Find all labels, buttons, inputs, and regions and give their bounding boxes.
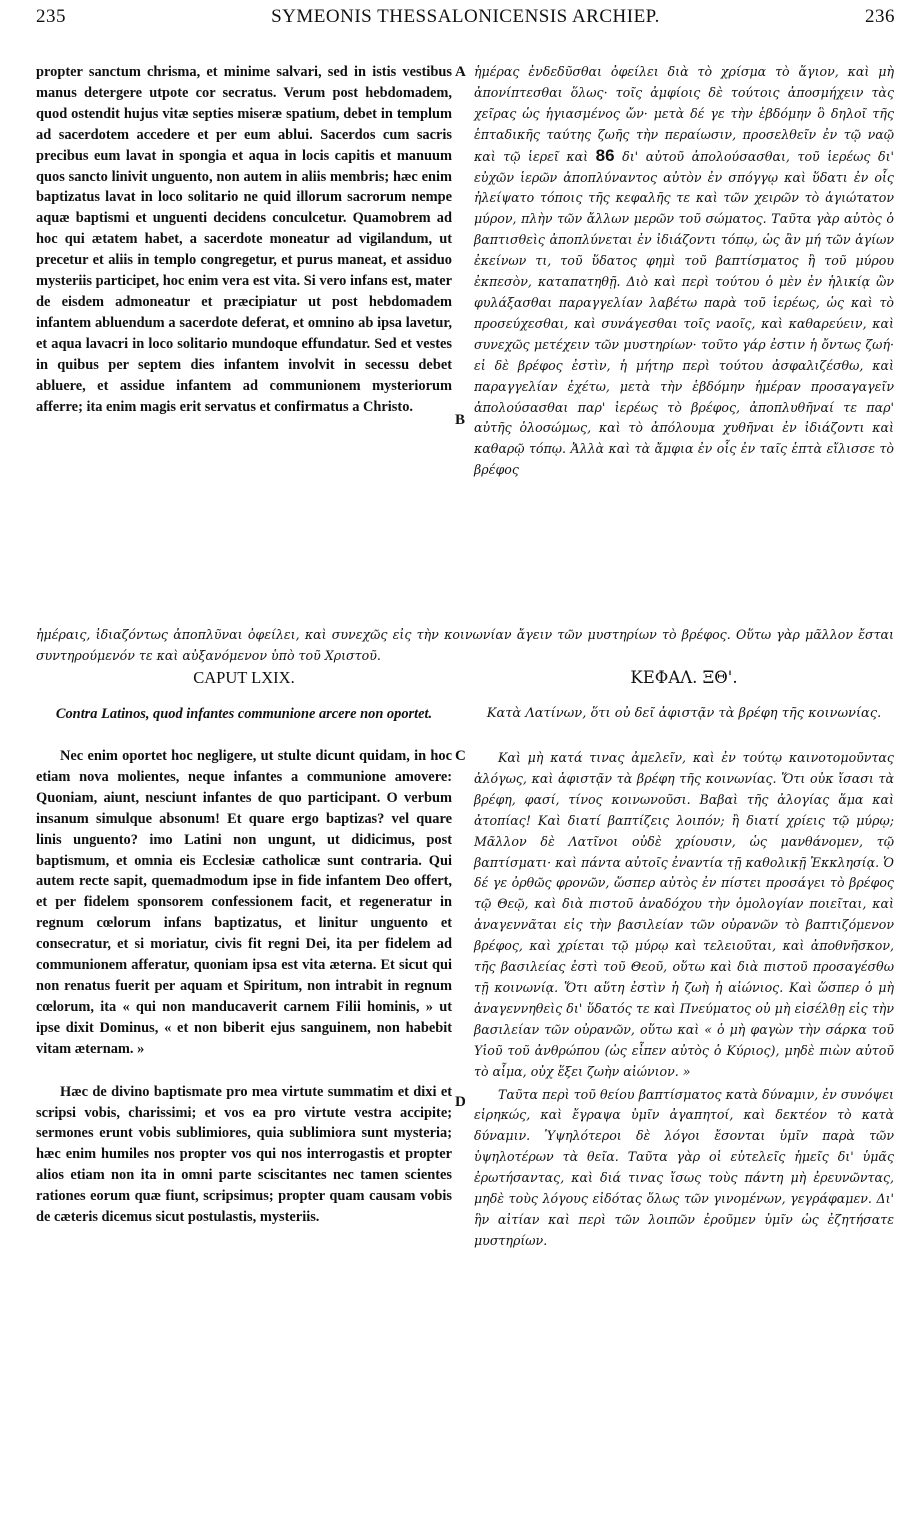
greek-fullwidth-lines: [36, 625, 894, 667]
latin-body-paragraph-2: Hæc de divino baptismate pro mea virtute summatim et dixi et scripsi vobis, charissimi; et vos ea pro virtute vestra accipite; sermones erunt vobis sublimiores, quia sublimiora sunt mysteria; hæc enim humiles nos propter vos qui nos interrogastis et propter alios etiam non ita in omni parte sciscitantes nec tamen scientes rationes eorum quæ fiunt, scripsimus; propter quam causam vobis de cæteris dicemus sicut postulastis, mysteriis.: [36, 1083, 452, 1226]
greek-text-before-badge: ἡμέρας ἐνδεδῦσθαι ὀφείλει διὰ τὸ χρίσμα τὸ ἅγιον, καὶ μὴ ἀπονίπτεσθαι ὅλως· τοῖς ἀμφίοις δὲ τούτοις ἀποσμήχειν τὰς χεῖρας ὡς ἡγιασμένος ὤν· μετὰ δέ γε τὴν ἑβδόμην ὃ δηλοῖ τῆς ἑπταδικῆς ταύτης ζωῆς τὴν περαίωσιν, προσελθεῖν ἐν τῷ ναῷ καὶ τῷ ἱερεῖ καὶ: [474, 64, 894, 164]
margin-letter-b: B: [455, 412, 466, 428]
greek-text-after-badge: δι' αὐτοῦ ἀπολούσασθαι, τοῦ ἱερέως δι' εὐχῶν ἱερῶν ἀποπλύναντος αὐτὸν ἐν σπόγγῳ καὶ ὕδατι ἐν οἷς ἠλείψατο τόποις τῆς κεφαλῆς τε καὶ τῶν χειρῶν τὸ ἁγιώτατον μύρον, πλὴν τῶν ἄλλων μερῶν τοῦ σώματος. Ταῦτα γὰρ αὐτὸς ὁ βαπτισθεὶς ἀποπλύνεται ἐν ἰδιάζοντι τόπῳ, ὡς ἂν μή τῶν ἁγίων ἐκείνων τι, τοῦ ὕδατος φημὶ τοῦ βαπτίσματος ἢ τοῦ μύρου ἐκπεσὸν, καταπατηθῇ. Διὸ καὶ περὶ τούτου ὁ μὲν ἐν ἡλικίᾳ ὢν φυλάξασθαι παραγγελίαν λαβέτω παρὰ τοῦ ἱερέως, ὡς καὶ τὸ προσεύχεσθαι, καὶ συνάγεσθαι τοῖς ναοῖς, καὶ καθαρεύειν, καὶ συνεχῶς μετέχειν τῶν μυστηρίων· τοῦτο γάρ ἐστιν ἡ ὄντως ζωή· εἰ δὲ βρέφος ἐστὶν, ἡ μήτηρ περὶ τούτου ἀσφαλιζέσθω, καὶ παραγγελίαν ἐχέτω, μετὰ τὴν ἑβδόμην ἡμέραν προσαγαγεῖν ἀπολούσασθαι παρ' ἱερέως τὸ βρέφος, ἀποπλυθῆναί τε παρ' αὐτῆς ὁλοσώμως, καὶ τὸ ἀπόλουμα χυθῆναι ἐν ἰδιάζοντι καὶ καθαρῷ τόπῳ. Ἀλλὰ καὶ τὰ ἄμφια ἐν οἷς ἐν ταῖς ἑπτὰ εἴλισσε τὸ βρέφος: [474, 148, 894, 478]
running-title: SYMEONIS THESSALONICENSIS ARCHIEP.: [271, 6, 660, 27]
running-header: [36, 6, 895, 36]
caput-subtitle-latin: Contra Latinos, quod infantes communione arcere non oportet.: [55, 706, 433, 722]
latin-column-top: [36, 62, 452, 417]
caput-heading-latin: CAPUT LXIX.: [193, 668, 295, 687]
greek-body-paragraph-2: Ταῦτα περὶ τοῦ θείου βαπτίσματος κατὰ δύναμιν, ἐν συνόψει εἰρηκώς, καὶ ἔγραψα ὑμῖν ἀγαπητοί, καὶ δεκτέον τὸ κατὰ δύναμιν. Ὑψηλότεροι δὲ λόγοι ἔσονται ὑμῖν παρὰ τῶν ὑψηλοτέρων τὰ θεῖα. Ταῦτα γὰρ οἱ εὐτελεῖς ἡμεῖς δι' ὑμᾶς ἐρωτήσαντας, καὶ διά τινας ἴσως τοὺς πάντη μὴ ἐρευνῶντας, μηδὲ τοὺς λόγους εἰδότας ὅλως τῶν γινομένων, γεγράφαμεν. Δι' ἣν αἰτίαν καὶ περὶ τῶν λοιπῶν ἐροῦμεν ὑμῖν ὡς ἐζητήσατε μυστηρίων.: [474, 1086, 894, 1248]
caput-subtitle-greek: Κατὰ Λατίνων, ὅτι οὐ δεῖ ἀφιστᾷν τὰ βρέφη τῆς κοινωνίας.: [486, 706, 882, 721]
greek-column-body: [474, 748, 894, 1252]
latin-paragraph-top: propter sanctum chrisma, et minime salvari, sed in istis vestibus manus detergere utpote cor secratus. Verum post hebdomadem, quod ostendit hujus vitæ septies miseræ spatium, debet in templum ad sacerdotem accedere et per eum ablui. Sacerdos cum sacris precibus eum lavat in spongia et aqua in locis capitis et manuum quos sancto linivit unguento, non autem in aliis membris; hæc enim baptizatus lavat in loco solitario ne quid illorum sacrorum nempe aquæ baptismi et unguenti decidens conculcetur. Quamobrem ad hoc qui ætatem habet, a sacerdote moneatur ad vigilandum, ut precetur et aliis in templo congregetur, et purus maneat, et assiduo mysteriis participet, hoc enim vera est vita. Si vero infans est, mater de eisdem admoneatur et præcipiatur ut post hebdomadem infantem abluendum a sacerdote deferat, et omnino ab ipsa lavetur, et aqua lavacri in loco solitario mundoque effundatur. Sed et vestes in quibus per septem dies infantem involvit in secessu debet abluere, et assidue infantem ad communionem mysteriorum afferre; ita enim magis erit servatus et confirmatus a Christo.: [36, 64, 452, 415]
margin-letter-d: D: [455, 1094, 466, 1110]
page-number-left: 235: [36, 6, 66, 27]
column-number-badge: 86: [595, 145, 615, 165]
latin-column-body: [36, 746, 452, 1228]
caput-heading-greek: ΚΕΦΑΛ. ΞΘ'.: [630, 668, 738, 687]
greek-fullwidth-paragraph: ἡμέραις, ἰδιαζόντως ἀποπλῦναι ὀφείλει, καὶ συνεχῶς εἰς τὴν κοινωνίαν ἄγειν τῶν μυστηρίων τὸ βρέφος. Οὕτω γὰρ μᾶλλον ἔσται συντηρούμενόν τε καὶ αὐξανόμενον ὑπὸ τοῦ Χριστοῦ.: [36, 627, 894, 663]
margin-letter-c: C: [455, 748, 466, 764]
latin-body-paragraph-1: Nec enim oportet hoc negligere, ut stulte dicunt quidam, in hoc etiam nova molientes, neque infantes a communione amovere: Quoniam, aiunt, nesciunt infantes de quo participant. O verbum insanum simulque absonum! Et quare ergo baptizas? vel quare linis unguento? imo Latini non ungunt, ut didicimus, post baptismum, et omnia eis Ecclesiæ catholicæ sunt contraria. Qui autem recte sapit, quemadmodum ipse in fide infantem Deo offert, et per fidelem sponsorem confessionem facit, et regeneratur in regnum cœlorum infans baptizatus, et linitur unguento et consecratur, et si moriatur, civis fit regni Dei, ita per fidelem ad communionem afferatur, quoniam ipsa est vita æterna. Et sicut qui non renatus fuerit per aquam et Spiritum, non intrabit in regnum cœlorum, ita « qui non manducaverit carnem Filii hominis, » ut ipse dixit Dominus, « et non biberit ejus sanguinem, non habebit vitam æternam. »: [36, 748, 452, 1057]
margin-letter-a: A: [455, 64, 466, 80]
greek-paragraph-top: [474, 62, 894, 481]
greek-column-top: [474, 62, 894, 481]
greek-body-paragraph-1: Καὶ μὴ κατά τινας ἀμελεῖν, καὶ ἐν τούτῳ καινοτομοῦντας ἀλόγως, καὶ ἀφιστᾷν τὰ βρέφη τῆς κοινωνίας. Ὅτι οὐκ ἴσασι τὰ βρέφη, φασί, τίνος κοινωνοῦσι. Βαβαὶ τῆς ἀλογίας ἅμα καὶ ἀτοπίας! Καὶ διατί βαπτίζεις λοιπόν; ἢ διατί χρίεις τῷ μύρῳ; Μᾶλλον δὲ Λατῖνοι οὐδὲ χρίουσιν, ὡς μανθάνομεν, τῷ βαπτίσματι· καὶ πάντα αὐτοῖς ἐναντία τῇ καθολικῇ Ἐκκλησίᾳ. Ὁ δέ γε ὀρθῶς φρονῶν, ὥσπερ αὐτὸς ἐν πίστει προσάγει τὸ βρέφος τῷ Θεῷ, καὶ διὰ πιστοῦ ἀναδόχου τὴν ὁμολογίαν ποιεῖται, καὶ ἀναγεννᾶται εἰς τὴν βασιλείαν τῶν οὐρανῶν τὸ βαπτιζόμενον βρέφος, καὶ χρίεται τῷ μύρῳ καὶ τελειοῦται, καὶ ἀποθνῆσκον, τῆς βασιλείας ἐστὶ τοῦ Θεοῦ, οὕτω καὶ διὰ πιστοῦ προσαγέσθω τῇ κοινωνίᾳ. Ὅτι αὕτη ἐστὶν ἡ ζωὴ ἡ αἰώνιος. Καὶ ὥσπερ ὁ μὴ ἀναγεννηθεὶς δι' ὕδατός τε καὶ Πνεύματος οὐ μὴ εἰσέλθῃ εἰς τὴν βασιλείαν τῶν οὐρανῶν, οὕτω καὶ « ὁ μὴ φαγὼν τὴν σάρκα τοῦ Υἱοῦ τοῦ ἀνθρώπου (ὡς εἶπεν αὐτὸς ὁ Κύριος), μηδὲ πιὼν αὐτοῦ τὸ αἷμα, οὐχ ἕξει ζωὴν αἰώνιον. »: [474, 750, 894, 1079]
page-number-right: 236: [865, 6, 895, 27]
